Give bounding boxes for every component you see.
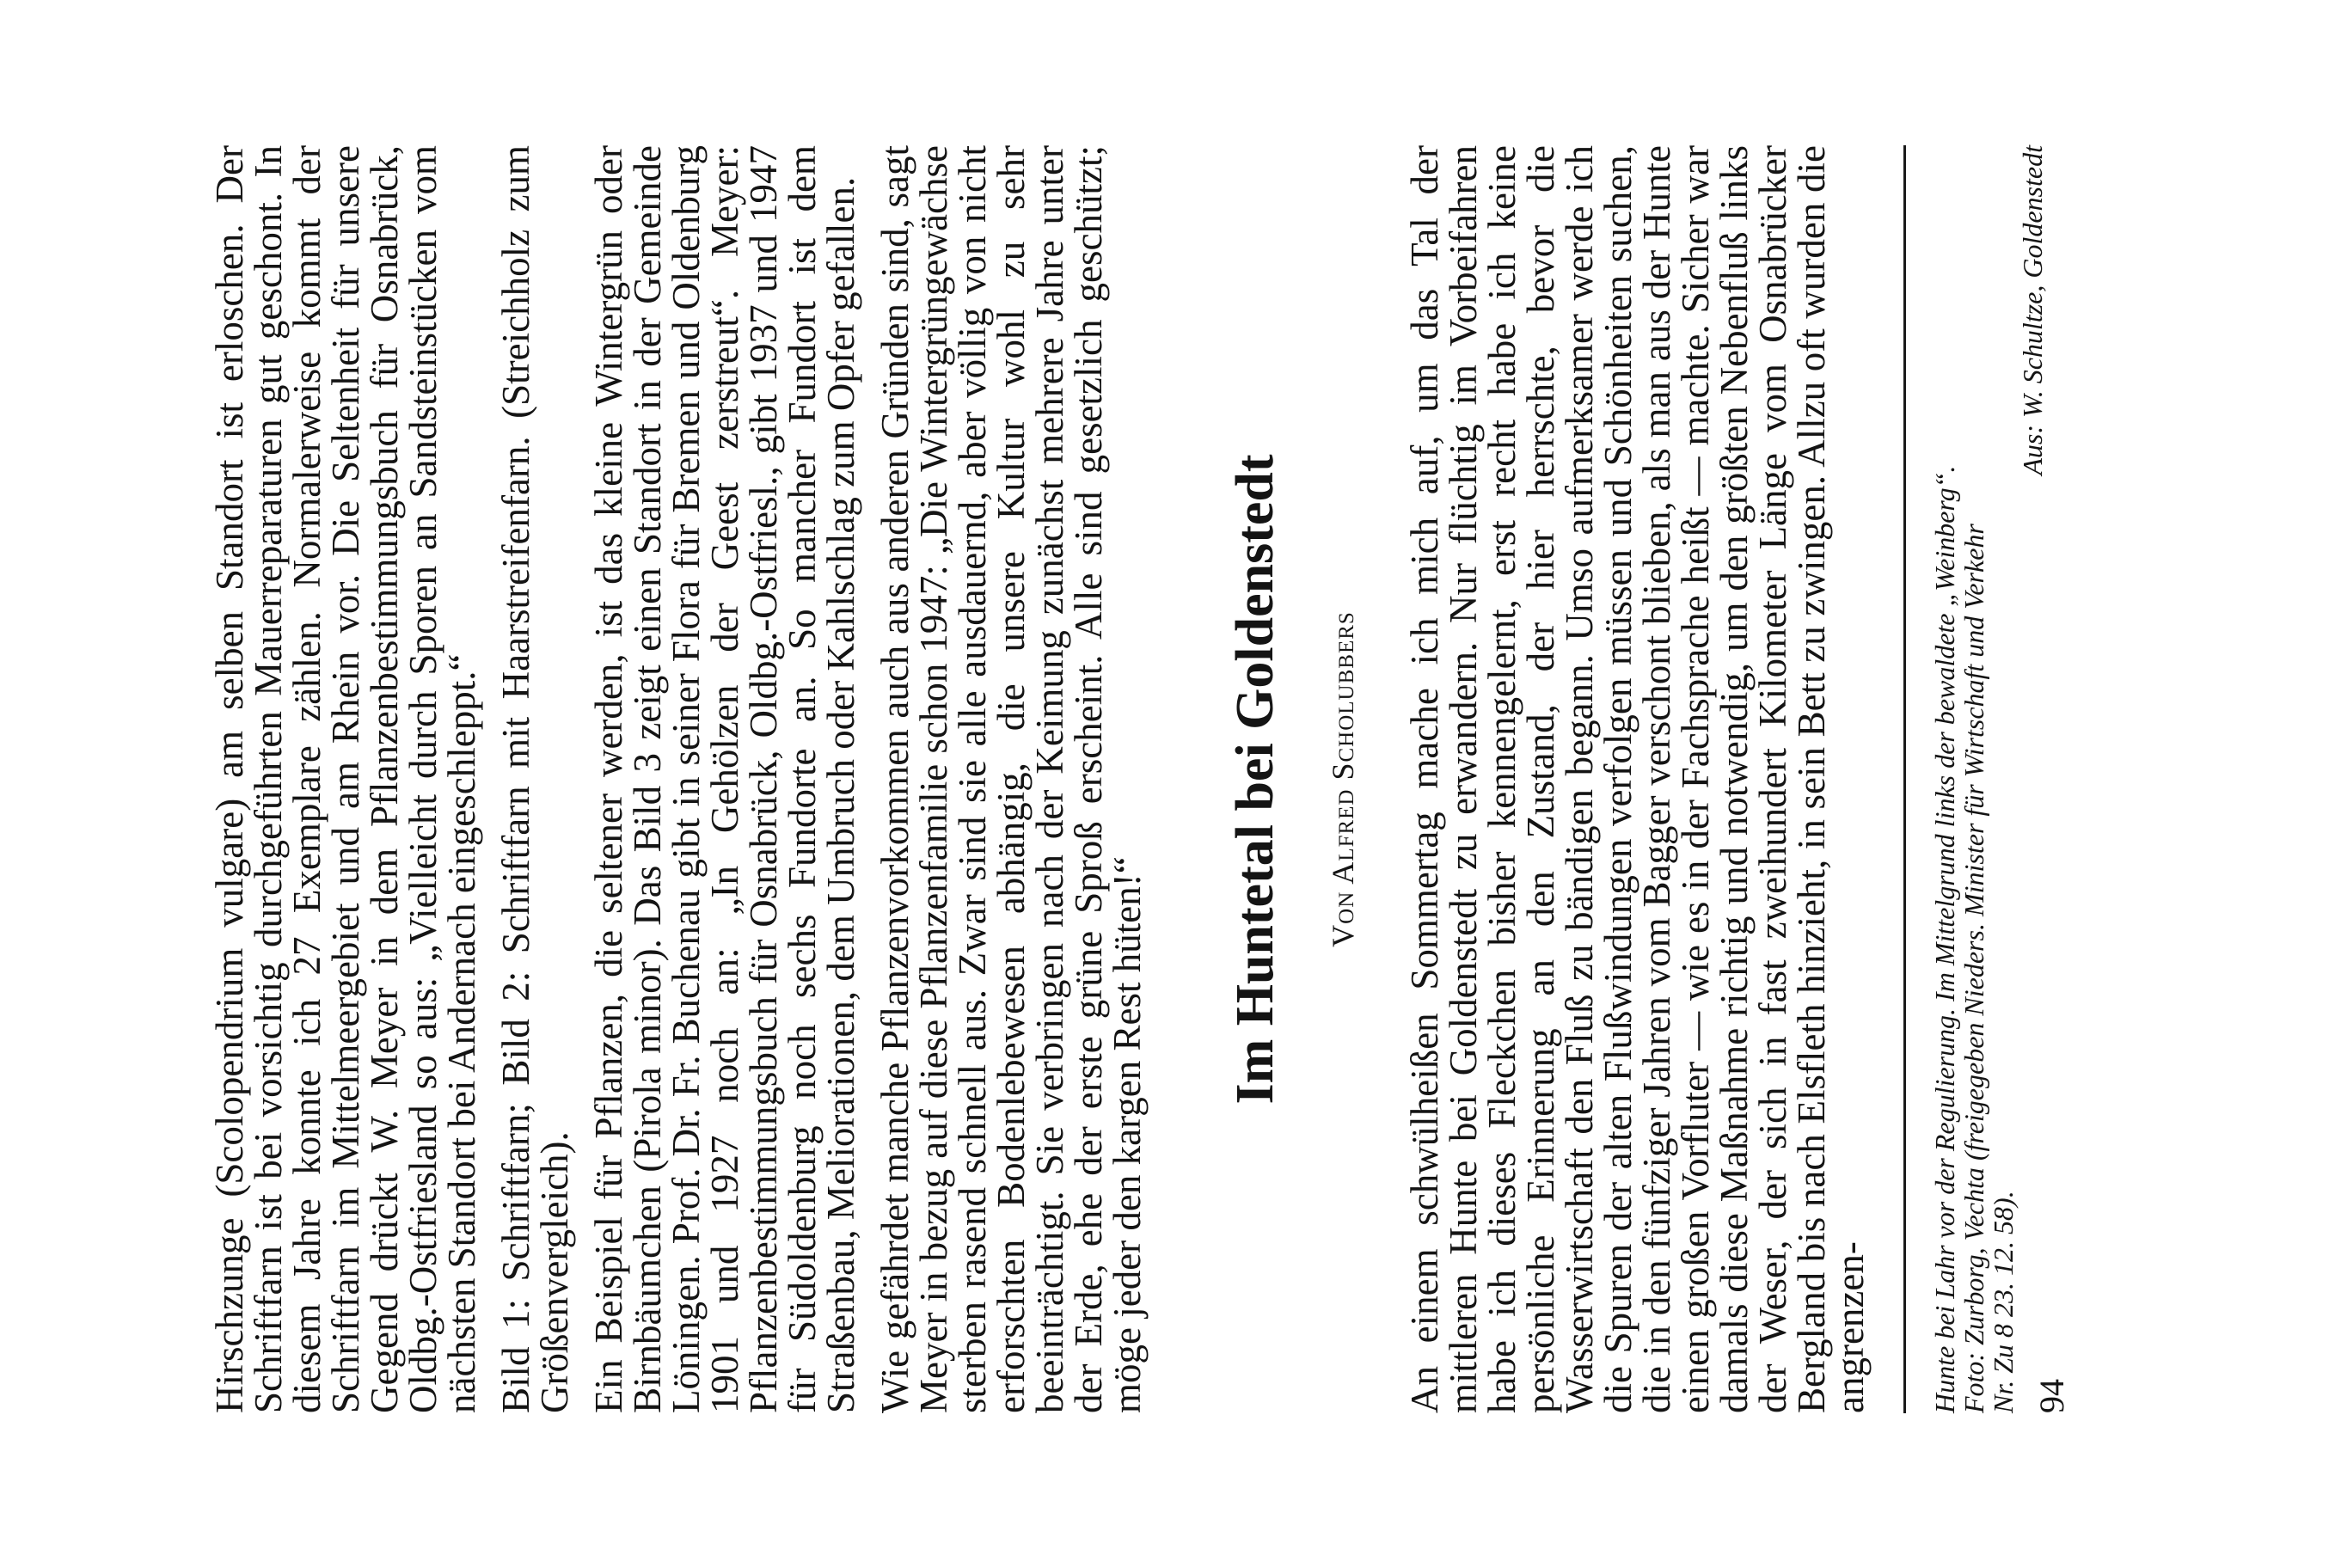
article-title: Im Huntetal bei Goldenstedt bbox=[1226, 454, 1284, 1105]
caption-divider bbox=[1903, 145, 1906, 1413]
caption-credit: Aus: W. Schultze, Goldenstedt bbox=[2017, 145, 2048, 475]
article-body bbox=[1403, 145, 1872, 1413]
top-text-section bbox=[208, 145, 1149, 1413]
paragraph-gefaehrdung: Wie gefährdet manche Pflanzenvorkommen auch aus anderen Gründen sind, sagt Meyer in bezug auf diese Pflanzenfamilie schon 1947: „Die Wintergrüngewächse sterben rasend schnell aus. Zwar sind sie alle ausdauernd, aber völlig von nicht erforschten Bodenlebewesen abhängig, die unsere Kultur wohl zu sehr beeinträchtigt. Sie verbringen nach der Keimung zunächst mehrere Jahre unter der Erde, ehe der erste grüne Sproß erscheint. Alle sind gesetzlich geschützt; möge jeder den kargen Rest hüten!“ bbox=[873, 145, 1149, 1413]
figure-reference-paragraph: Bild 1: Schriftfarn; Bild 2: Schriftfarn mit Haarstreifenfarn. (Streichholz zum Größenvergleich). bbox=[494, 145, 576, 1413]
caption-line: Foto: Zurborg, Vechta (freigegeben Nieders. Minister für Wirtschaft und Verkehr bbox=[1958, 524, 1989, 1413]
paragraph-hirschzunge: Hirschzunge (Scolopendrium vulgare) am selben Standort ist erloschen. Der Schriftfarn ist bei vorsichtig durchgeführten Mauerreparaturen gut geschont. In diesem Jahre konnte ich 27 Exemplare zählen. Normalerweise kommt der Schriftfarn im Mittelmeergebiet und am Rhein vor. Die Seltenheit für unsere Gegend drückt W. Meyer in dem Pflanzenbestimmungsbuch für Osnabrück, Oldbg.-Ostfriesland so aus: „Vielleicht durch Sporen an Sandsteinstücken vom nächsten Standort bei Andernach eingeschleppt.“ bbox=[208, 145, 483, 1413]
article-paragraph: An einem schwülheißen Sommertag mache ich mich auf, um das Tal der mittleren Hunte bei Goldenstedt zu erwandern. Nur flüchtig im Vorbeifahren habe ich dieses Fleckchen bisher kennengelernt, erst recht habe ich keine persönliche Erinnerung an den Zustand, der hier herrschte, bevor die Wasserwirtschaft den Fluß zu bändigen begann. Umso aufmerksamer werde ich die Spuren der alten Flußwindungen verfolgen müssen und Schönheiten suchen, die in den fünfziger Jahren vom Bagger verschont blieben, als man aus der Hunte einen großen Vorfluter — wie es in der Fachsprache heißt — machte. Sicher war damals diese Maßnahme richtig und notwendig, um den größten Nebenfluß links der Weser, der sich in fast zweihundert Kilometer Länge vom Osnabrücker Bergland bis nach Elsfleth hinzieht, in sein Bett zu zwingen. Allzu oft wurden die angrenzen- bbox=[1403, 145, 1872, 1413]
paragraph-wintergruen: Ein Beispiel für Pflanzen, die seltener werden, ist das kleine Wintergrün oder Birnbäumchen (Pirola minor). Das Bild 3 zeigt einen Standort in der Gemeinde Löningen. Prof. Dr. Fr. Buchenau gibt in seiner Flora für Bremen und Oldenburg 1901 und 1927 noch an: „In Gehölzen der Geest zerstreut“. Meyer: Pflanzenbestimmungsbuch für Osnabrück, Oldbg.-Ostfriesl., gibt 1937 und 1947 für Südoldenburg noch sechs Fundorte an. So mancher Fundort ist dem Straßenbau, Meliorationen, dem Umbruch oder Kahlschlag zum Opfer gefallen. bbox=[587, 145, 862, 1413]
caption-line: Nr. Zu 8 23. 12. 58). bbox=[1988, 1191, 2019, 1413]
image-caption bbox=[1930, 145, 2047, 1413]
page-number: 94 bbox=[2032, 1379, 2071, 1413]
caption-line: Hunte bei Lahr vor der Regulierung. Im Mittelgrund links der bewaldete „Weinberg“. bbox=[1929, 465, 1960, 1413]
article-byline: Von Alfred Scholubbers bbox=[1326, 611, 1360, 947]
